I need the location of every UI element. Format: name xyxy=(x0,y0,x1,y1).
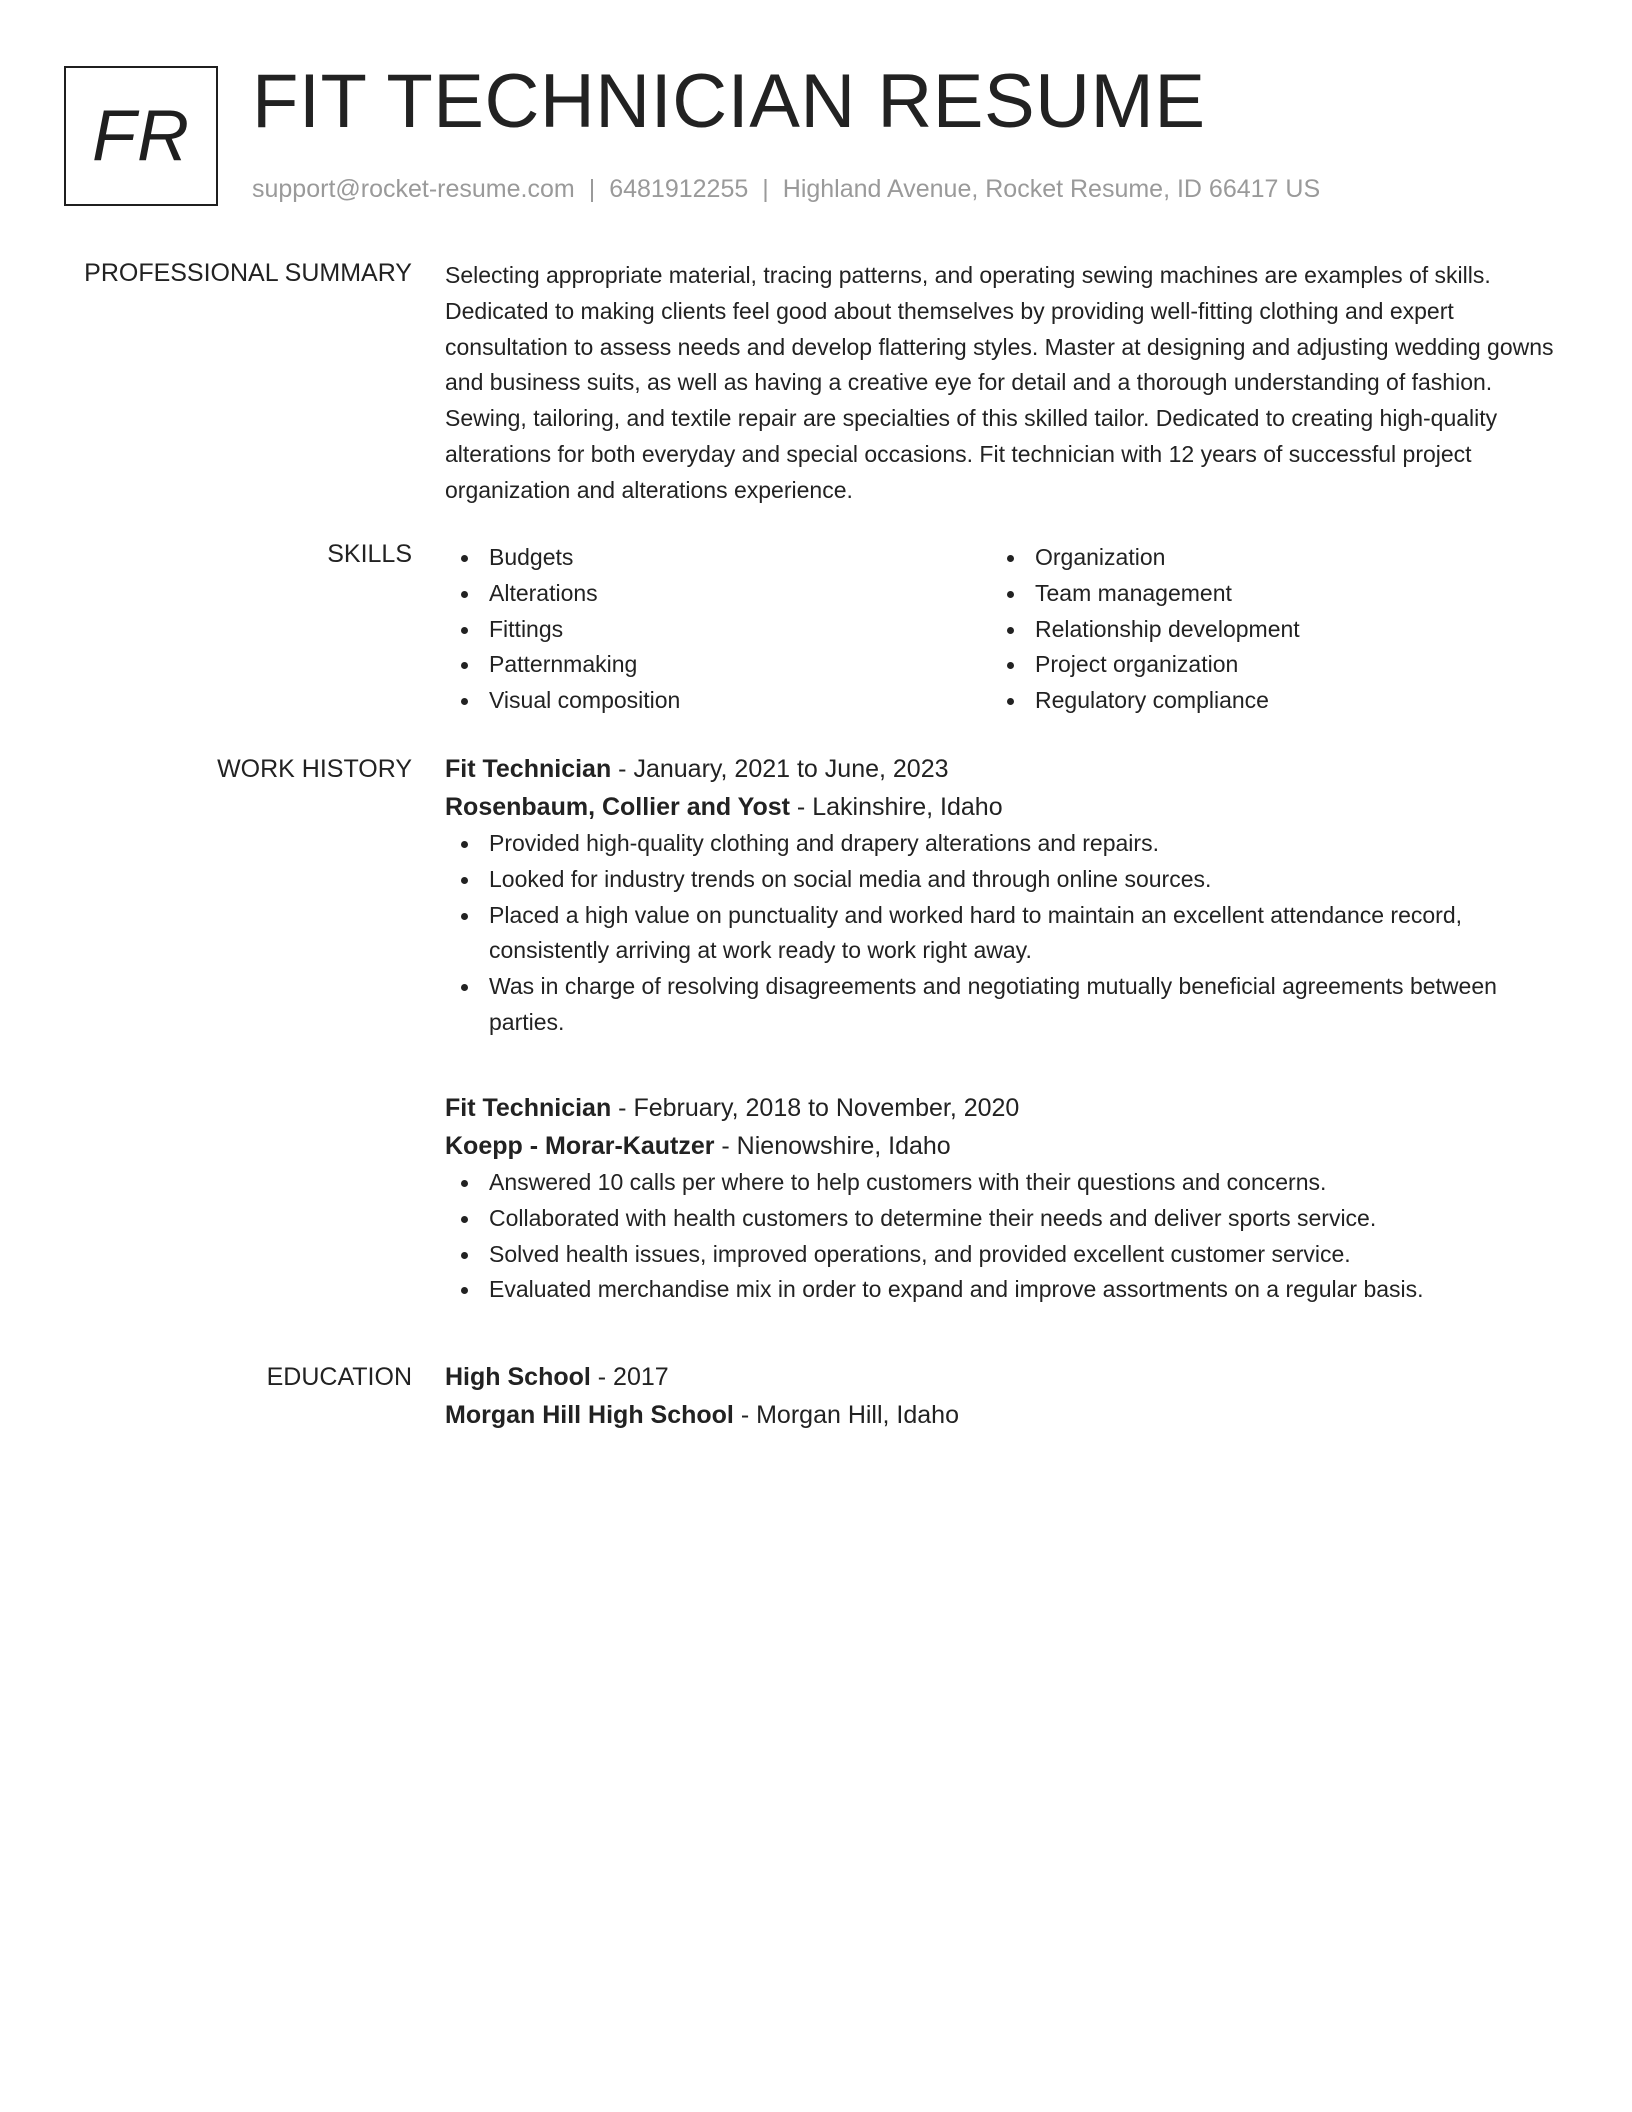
contact-line xyxy=(252,172,1320,206)
skill-item: Relationship development xyxy=(991,612,1537,648)
contact-separator: | xyxy=(762,175,769,203)
skill-item: Budgets xyxy=(445,540,991,576)
responsibility-item: Collaborated with health customers to determine their needs and deliver sports service. xyxy=(445,1201,1555,1237)
job-entry xyxy=(445,750,1555,1041)
contact-address: Highland Avenue, Rocket Resume, ID 66417 US xyxy=(782,175,1321,203)
section-label-work-history: WORK HISTORY xyxy=(217,755,412,783)
job-company: Koepp - Morar-Kautzer xyxy=(445,1132,715,1160)
skills-column-right xyxy=(991,540,1537,719)
job-responsibilities xyxy=(445,1165,1555,1308)
monogram-badge xyxy=(64,66,218,206)
job-dates: - January, 2021 to June, 2023 xyxy=(611,755,949,783)
responsibility-item: Evaluated merchandise mix in order to expand and improve assortments on a regular basis. xyxy=(445,1272,1555,1308)
education-entry xyxy=(445,1358,1555,1434)
section-label-summary: PROFESSIONAL SUMMARY xyxy=(84,259,412,287)
education-year: - 2017 xyxy=(590,1363,669,1391)
skill-item: Organization xyxy=(991,540,1537,576)
responsibility-item: Provided high-quality clothing and drapery alterations and repairs. xyxy=(445,826,1555,862)
skill-item: Regulatory compliance xyxy=(991,683,1537,719)
job-title-line xyxy=(445,1089,1555,1127)
skill-item: Project organization xyxy=(991,647,1537,683)
responsibility-item: Was in charge of resolving disagreements and negotiating mutually beneficial agreements between parties. xyxy=(445,969,1555,1041)
education-location: - Morgan Hill, Idaho xyxy=(733,1401,959,1429)
education-school: Morgan Hill High School xyxy=(445,1401,734,1429)
skill-item: Visual composition xyxy=(445,683,991,719)
section-label-education: EDUCATION xyxy=(266,1363,412,1391)
responsibility-item: Solved health issues, improved operations, and provided excellent customer service. xyxy=(445,1237,1555,1273)
section-label-skills: SKILLS xyxy=(327,540,412,568)
responsibility-item: Placed a high value on punctuality and worked hard to maintain an excellent attendance record, consistently arriving at work ready to work right away. xyxy=(445,898,1555,970)
contact-separator: | xyxy=(588,175,596,203)
job-location: - Nienowshire, Idaho xyxy=(714,1132,951,1160)
monogram-initials: FR xyxy=(92,96,190,176)
job-entry xyxy=(445,1089,1555,1308)
education-school-line xyxy=(445,1396,1555,1434)
summary-text: Selecting appropriate material, tracing patterns, and operating sewing machines are examples of skills. Dedicated to making clients feel good about themselves by providing well-fitting clothing and expert consultation to assess needs and develop flattering styles. Master at designing and adjusting wedding gowns and business suits, as well as having a creative eye for detail and a thorough understanding of fashion. Sewing, tailoring, and textile repair are specialties of this skilled tailor. Dedicated to creating high-quality alterations for both everyday and special occasions. Fit technician with 12 years of successful project organization and alterations experience. xyxy=(445,262,1554,503)
skill-item: Alterations xyxy=(445,576,991,612)
job-title: Fit Technician xyxy=(445,755,612,783)
responsibility-item: Answered 10 calls per where to help customers with their questions and concerns. xyxy=(445,1165,1555,1201)
job-title: Fit Technician xyxy=(445,1094,612,1122)
job-company-line xyxy=(445,1127,1555,1165)
contact-email: support@rocket-resume.com xyxy=(252,175,575,203)
job-company: Rosenbaum, Collier and Yost xyxy=(445,793,790,821)
skill-item: Team management xyxy=(991,576,1537,612)
skills-list xyxy=(445,540,1555,719)
responsibility-item: Looked for industry trends on social media and through online sources. xyxy=(445,862,1555,898)
job-company-line xyxy=(445,788,1555,826)
skill-item: Fittings xyxy=(445,612,991,648)
contact-phone: 6481912255 xyxy=(609,175,749,203)
job-location: - Lakinshire, Idaho xyxy=(789,793,1003,821)
education-degree: High School xyxy=(445,1363,591,1391)
education-degree-line xyxy=(445,1358,1555,1396)
skills-column-left xyxy=(445,540,991,719)
resume-title: FIT TECHNICIAN RESUME xyxy=(252,59,1206,144)
job-dates: - February, 2018 to November, 2020 xyxy=(611,1094,1020,1122)
job-title-line xyxy=(445,750,1555,788)
skill-item: Patternmaking xyxy=(445,647,991,683)
job-responsibilities xyxy=(445,826,1555,1041)
